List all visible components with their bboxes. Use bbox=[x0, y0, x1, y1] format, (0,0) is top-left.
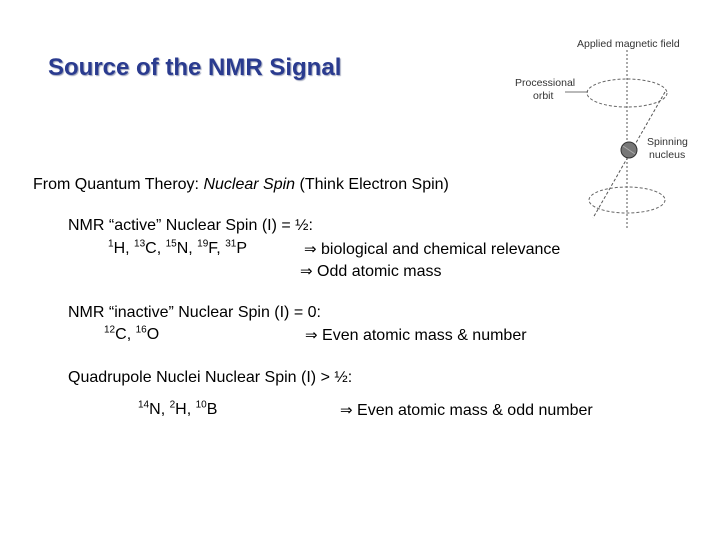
mass-number: 12 bbox=[104, 324, 116, 336]
orbit-label-2: orbit bbox=[533, 90, 554, 102]
mass-number: 15 bbox=[165, 238, 177, 250]
quadrupole-nuclei: $^{14}$N, $^2$H, $^{10}$B bbox=[138, 399, 218, 418]
implication-text: Even atomic mass & number bbox=[322, 327, 527, 344]
inactive-heading: NMR “inactive” Nuclear Spin (I) = 0: bbox=[68, 304, 321, 321]
isotope bbox=[196, 401, 218, 418]
element-symbol: P bbox=[236, 240, 247, 257]
intro-line bbox=[33, 176, 449, 194]
active-heading: NMR “active” Nuclear Spin (I) = ½: bbox=[68, 217, 313, 234]
mass-number: 13 bbox=[134, 238, 146, 250]
inactive-nuclei: $^{12}$C, $^{16}$O bbox=[104, 324, 160, 343]
intro-prefix: From Quantum Theroy: bbox=[33, 176, 204, 193]
implication-text: biological and chemical relevance bbox=[321, 241, 561, 258]
precession-diagram bbox=[505, 30, 720, 230]
element-symbol: C bbox=[145, 240, 157, 257]
implication-text: Even atomic mass & odd number bbox=[357, 402, 593, 419]
implication-text: Odd atomic mass bbox=[317, 263, 442, 280]
active-implication-1 bbox=[304, 240, 560, 259]
mass-number: 16 bbox=[135, 324, 147, 336]
mass-number: 19 bbox=[197, 238, 209, 250]
implies-arrow: ⇒ bbox=[300, 262, 313, 280]
implies-arrow: ⇒ bbox=[304, 240, 317, 258]
slide-title: Source of the NMR Signal bbox=[48, 54, 342, 81]
quadrupole-heading: Quadrupole Nuclei Nuclear Spin (I) > ½: bbox=[68, 369, 353, 386]
isotope bbox=[225, 240, 247, 257]
isotope bbox=[108, 240, 125, 257]
element-symbol: O bbox=[146, 326, 160, 343]
orbit-label-1: Processional bbox=[515, 77, 576, 89]
mass-number: 1 bbox=[108, 238, 114, 250]
element-symbol: N bbox=[149, 401, 161, 418]
applied-field-label: Applied magnetic field bbox=[577, 38, 680, 50]
mass-number: 10 bbox=[195, 399, 207, 411]
mass-number: 31 bbox=[225, 238, 237, 250]
element-symbol: F bbox=[208, 240, 217, 257]
isotope bbox=[197, 240, 216, 257]
element-symbol: C bbox=[115, 326, 127, 343]
implies-arrow: ⇒ bbox=[340, 401, 353, 419]
implies-arrow: ⇒ bbox=[305, 326, 318, 344]
intro-emphasis: Nuclear Spin bbox=[203, 176, 296, 193]
quadrupole-implication bbox=[340, 401, 593, 420]
isotope bbox=[134, 240, 157, 257]
inactive-implication bbox=[305, 326, 527, 345]
isotope bbox=[104, 326, 127, 343]
isotope bbox=[170, 401, 187, 418]
nucleus-label-2: nucleus bbox=[649, 149, 686, 161]
active-nuclei: $^1$H, $^{13}$C, $^{15}$N, $^{19}$F, $^{31}$P bbox=[108, 238, 247, 257]
mass-number: 2 bbox=[169, 399, 176, 411]
element-symbol: H bbox=[113, 240, 126, 257]
isotope bbox=[136, 326, 160, 343]
nucleus-label-1: Spinning bbox=[647, 136, 688, 148]
isotope bbox=[138, 401, 161, 418]
intro-suffix: (Think Electron Spin) bbox=[295, 176, 449, 193]
active-implication-2 bbox=[300, 262, 442, 281]
isotope bbox=[166, 240, 189, 257]
element-symbol: H bbox=[175, 401, 187, 418]
element-symbol: B bbox=[206, 401, 218, 418]
mass-number: 14 bbox=[138, 399, 150, 411]
element-symbol: N bbox=[176, 240, 189, 257]
